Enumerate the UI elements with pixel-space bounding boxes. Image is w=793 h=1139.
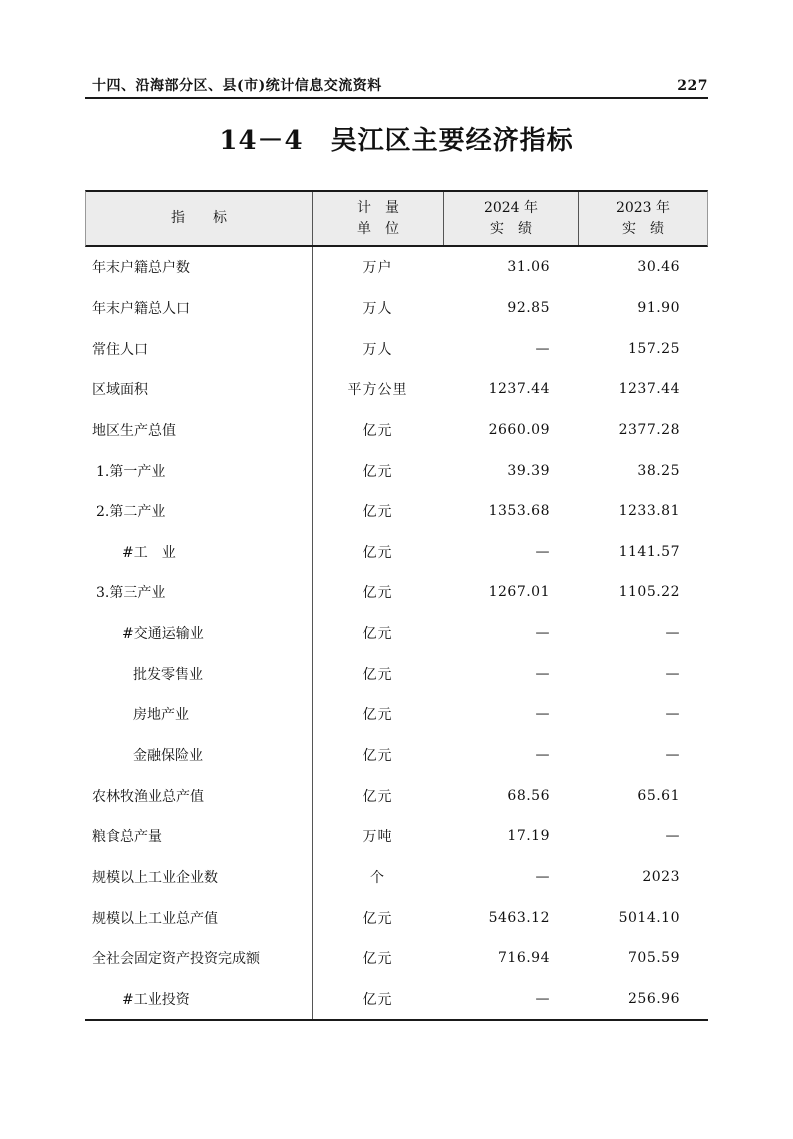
cell-indicator: 农林牧渔业总产值 xyxy=(92,788,204,805)
indicators-table xyxy=(85,190,708,1021)
table-row xyxy=(85,531,708,572)
cell-2024: 92.85 xyxy=(507,299,550,316)
table-row xyxy=(85,369,708,410)
cell-2023: 1105.22 xyxy=(618,584,680,601)
header-2024-line2: 实 绩 xyxy=(490,220,532,237)
cell-unit: 亿元 xyxy=(362,788,393,805)
cell-unit: 亿元 xyxy=(362,910,393,927)
cell-indicator: 3.第三产业 xyxy=(96,585,166,602)
header-cell-indicator xyxy=(86,192,313,245)
cell-indicator: #工业投资 xyxy=(122,991,190,1008)
cell-indicator: 金融保险业 xyxy=(133,748,203,764)
cell-2023: 1141.57 xyxy=(618,543,680,560)
header-unit-line1: 计 量 xyxy=(357,199,399,216)
table-row xyxy=(85,857,708,898)
cell-2024: — xyxy=(535,340,550,357)
cell-2023: — xyxy=(665,665,680,682)
header-2023-line2: 实 绩 xyxy=(622,220,664,237)
cell-2024: 68.56 xyxy=(507,787,550,804)
table-row xyxy=(85,410,708,451)
running-header-title: 十四、沿海部分区、县(市)统计信息交流资料 xyxy=(92,78,382,94)
cell-2024: 39.39 xyxy=(507,462,550,479)
cell-indicator: 年末户籍总户数 xyxy=(92,260,190,277)
cell-unit: 亿元 xyxy=(362,666,393,683)
cell-indicator: 规模以上工业企业数 xyxy=(92,869,218,886)
page-title: 14－4 吴江区主要经济指标 xyxy=(219,126,574,156)
table-row xyxy=(85,897,708,938)
cell-indicator: 房地产业 xyxy=(133,707,189,724)
cell-unit: 亿元 xyxy=(362,748,393,764)
cell-2023: — xyxy=(665,706,680,723)
header-cell-unit xyxy=(313,192,444,245)
cell-unit: 亿元 xyxy=(362,707,393,724)
cell-2023: 91.90 xyxy=(637,299,680,316)
cell-unit: 亿元 xyxy=(362,991,393,1008)
cell-unit: 亿元 xyxy=(362,544,393,561)
cell-2023: 5014.10 xyxy=(618,909,680,926)
cell-unit: 平方公里 xyxy=(347,382,408,399)
cell-2023: — xyxy=(665,747,680,763)
table-row xyxy=(85,572,708,613)
cell-2024: — xyxy=(535,868,550,885)
cell-2024: 716.94 xyxy=(498,950,550,967)
cell-unit: 万户 xyxy=(362,260,393,277)
cell-indicator: 批发零售业 xyxy=(133,666,203,683)
cell-2024: — xyxy=(535,543,550,560)
header-cell-2024 xyxy=(444,192,579,245)
cell-2024: 31.06 xyxy=(507,259,550,276)
table-row xyxy=(85,491,708,532)
cell-unit: 亿元 xyxy=(362,422,393,439)
column-divider xyxy=(312,247,313,1019)
header-indicator-label: 指 标 xyxy=(171,210,227,226)
cell-2024: — xyxy=(535,665,550,682)
cell-unit: 亿元 xyxy=(362,585,393,602)
cell-indicator: 2.第二产业 xyxy=(96,504,166,521)
cell-unit: 亿元 xyxy=(362,626,393,643)
table-row xyxy=(85,816,708,857)
cell-unit: 亿元 xyxy=(362,504,393,521)
cell-indicator: #工 业 xyxy=(122,544,176,561)
cell-unit: 亿元 xyxy=(362,951,393,968)
table-row xyxy=(85,247,708,288)
header-2024-line1: 2024 年 xyxy=(483,199,539,216)
table-header xyxy=(85,190,708,247)
cell-indicator: #交通运输业 xyxy=(122,626,204,643)
cell-2024: — xyxy=(535,706,550,723)
cell-2024: 1267.01 xyxy=(488,584,550,601)
cell-2023: 1237.44 xyxy=(618,381,680,398)
cell-unit: 亿元 xyxy=(362,463,393,480)
cell-2024: 1237.44 xyxy=(488,381,550,398)
table-row xyxy=(85,328,708,369)
cell-indicator: 地区生产总值 xyxy=(92,422,176,439)
cell-2023: 157.25 xyxy=(628,340,680,357)
header-cell-2023 xyxy=(579,192,707,245)
cell-2023: 38.25 xyxy=(637,462,680,479)
table-row xyxy=(85,288,708,329)
table-row xyxy=(85,653,708,694)
cell-2023: 30.46 xyxy=(637,259,680,276)
cell-indicator: 粮食总产量 xyxy=(92,829,162,846)
cell-2024: 5463.12 xyxy=(488,909,550,926)
table-row xyxy=(85,938,708,979)
table-row xyxy=(85,735,708,776)
cell-2023: — xyxy=(665,828,680,845)
cell-2024: — xyxy=(535,990,550,1007)
cell-indicator: 全社会固定资产投资完成额 xyxy=(92,951,260,968)
cell-2024: — xyxy=(535,625,550,642)
running-header xyxy=(85,75,708,95)
header-2023-line1: 2023 年 xyxy=(615,199,671,216)
table-body xyxy=(85,247,708,1021)
cell-unit: 万人 xyxy=(362,341,393,358)
cell-2023: 256.96 xyxy=(628,990,680,1007)
cell-2023: 2023 xyxy=(642,868,680,885)
cell-2024: 1353.68 xyxy=(488,503,550,520)
cell-unit: 万人 xyxy=(362,300,393,317)
cell-2024: 17.19 xyxy=(507,828,550,845)
cell-indicator: 年末户籍总人口 xyxy=(92,300,190,317)
running-header-rule xyxy=(85,97,708,99)
cell-indicator: 区域面积 xyxy=(92,382,148,399)
cell-2024: 2660.09 xyxy=(488,421,550,438)
table-row xyxy=(85,450,708,491)
table-row xyxy=(85,775,708,816)
cell-2023: 1233.81 xyxy=(618,503,680,520)
cell-2023: 65.61 xyxy=(637,787,680,804)
cell-unit: 万吨 xyxy=(362,829,393,846)
header-unit-line2: 单 位 xyxy=(357,220,399,237)
cell-2023: — xyxy=(665,625,680,642)
cell-2023: 2377.28 xyxy=(618,421,680,438)
cell-indicator: 规模以上工业总产值 xyxy=(92,910,218,927)
page-number: 227 xyxy=(677,78,708,94)
table-row xyxy=(85,979,708,1020)
cell-indicator: 1.第一产业 xyxy=(96,463,166,480)
cell-2023: 705.59 xyxy=(628,950,680,967)
cell-2024: — xyxy=(535,747,550,763)
table-row xyxy=(85,613,708,654)
table-row xyxy=(85,694,708,735)
cell-indicator: 常住人口 xyxy=(92,341,148,358)
cell-unit: 个 xyxy=(370,869,385,886)
